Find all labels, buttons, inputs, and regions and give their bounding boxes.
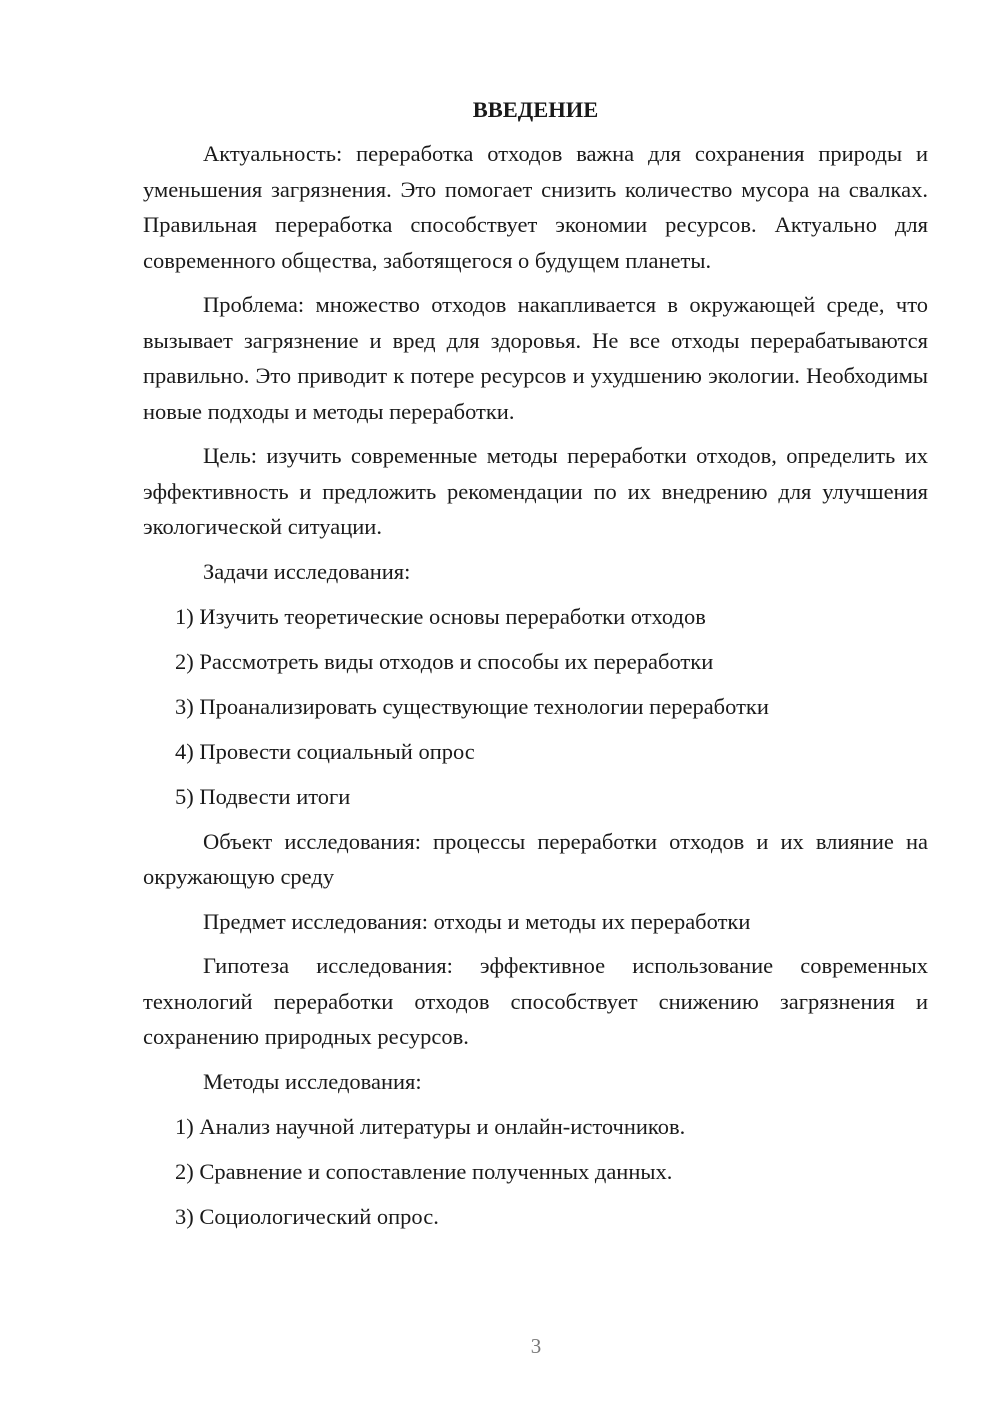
object-paragraph: Объект исследования: процессы переработки отходов и их влияние на окружающую среду xyxy=(143,828,928,889)
list-item: 1) Изучить теоретические основы переработки отходов xyxy=(175,603,706,629)
list-item: 1) Анализ научной литературы и онлайн-источников. xyxy=(175,1113,686,1139)
list-item: 3) Социологический опрос. xyxy=(175,1203,439,1229)
problem-paragraph: Проблема: множество отходов накапливается в окружающей среде, что вызывает загрязнение и вред для здоровья. Не все отходы перерабатываются правильно. Это приводит к потере ресурсов и ухудшению экологии. Необходимы новые подходы и методы переработки. xyxy=(143,292,928,424)
tasks-list xyxy=(143,599,928,815)
methods-heading: Методы исследования: xyxy=(203,1068,422,1094)
list-item: 2) Рассмотреть виды отходов и способы их переработки xyxy=(175,648,714,674)
list-item: 2) Сравнение и сопоставление полученных данных. xyxy=(175,1158,673,1184)
tasks-heading: Задачи исследования: xyxy=(203,558,411,584)
hypothesis-paragraph: Гипотеза исследования: эффективное использование современных технологий переработки отходов способствует снижению загрязнения и сохранению природных ресурсов. xyxy=(143,953,928,1049)
list-item: 4) Провести социальный опрос xyxy=(175,738,475,764)
list-item: 5) Подвести итоги xyxy=(175,783,351,809)
page-title: ВВЕДЕНИЕ xyxy=(472,97,599,122)
goal-paragraph: Цель: изучить современные методы переработки отходов, определить их эффективность и предложить рекомендации по их внедрению для улучшения экологической ситуации. xyxy=(143,443,928,539)
list-item: 3) Проанализировать существующие технологии переработки xyxy=(175,693,769,719)
methods-list xyxy=(143,1109,928,1235)
relevance-paragraph: Актуальность: переработка отходов важна для сохранения природы и уменьшения загрязнения. Это помогает снизить количество мусора на свалках. Правильная переработка способствует экономии ресурсов. Актуально для современного общества, заботящегося о будущем планеты. xyxy=(143,141,928,273)
page-content xyxy=(143,92,928,1244)
page-number: 3 xyxy=(530,1334,542,1358)
subject-paragraph: Предмет исследования: отходы и методы их переработки xyxy=(203,908,751,934)
